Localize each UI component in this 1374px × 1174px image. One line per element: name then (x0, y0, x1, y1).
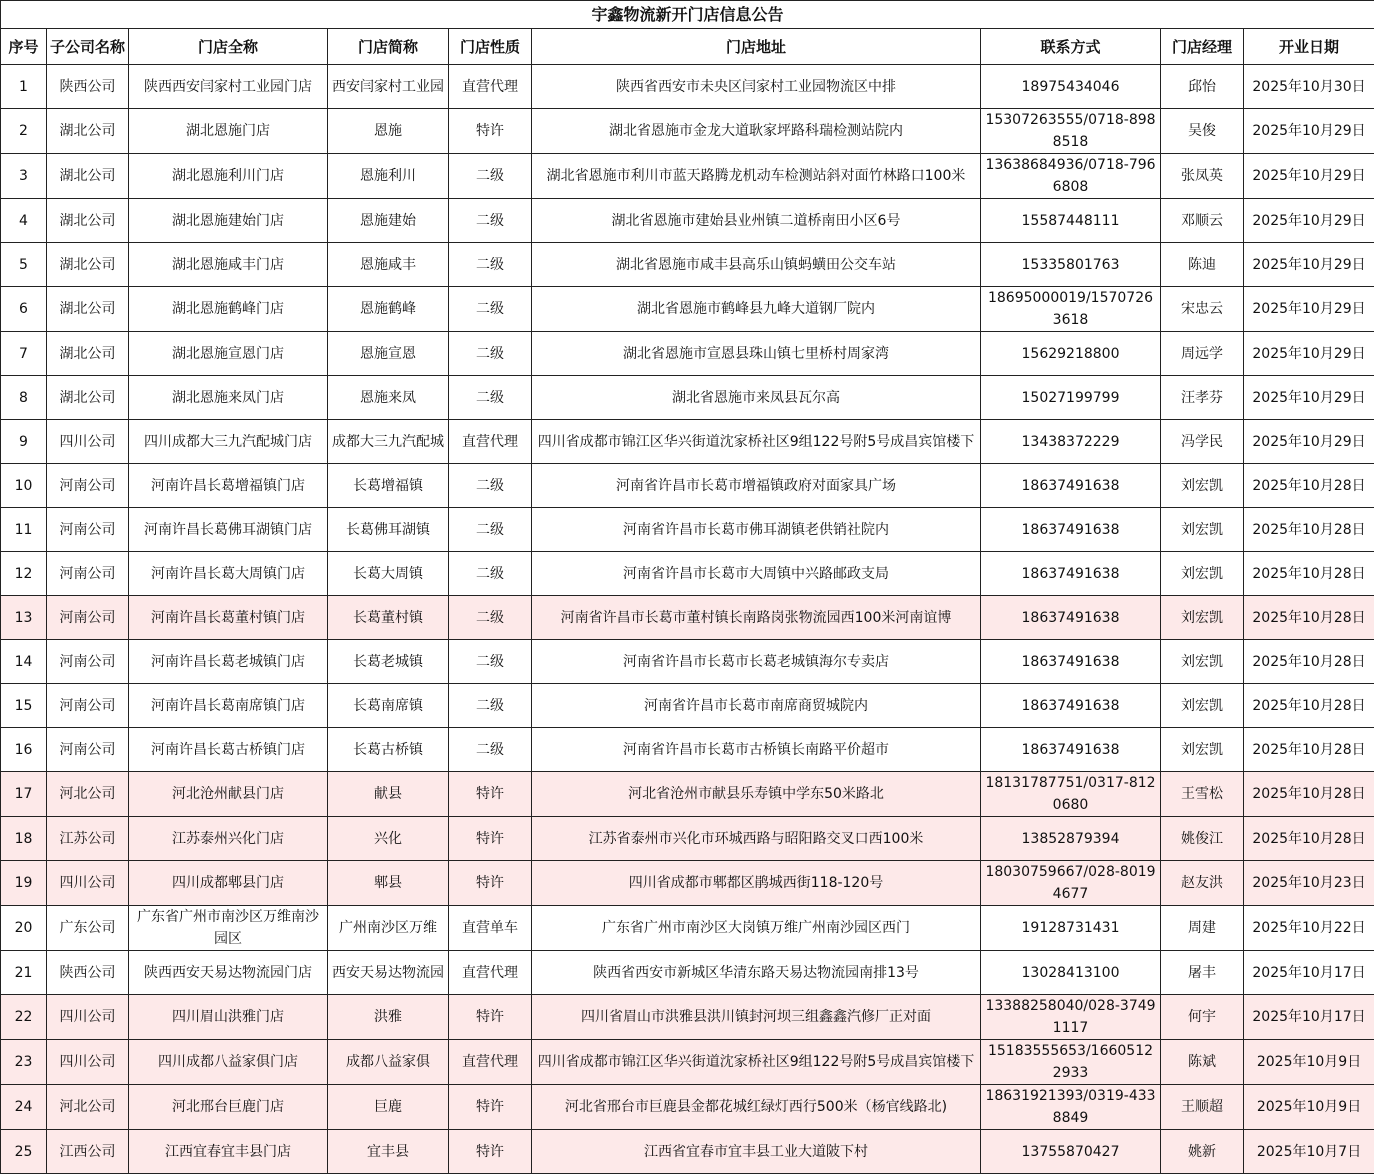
cell-contact: 18637491638 (981, 464, 1161, 508)
cell-manager: 刘宏凯 (1161, 728, 1244, 772)
header-no: 序号 (1, 29, 47, 65)
cell-company: 江西公司 (47, 1130, 129, 1174)
table-row (1, 154, 1374, 199)
table-row (1, 772, 1374, 817)
cell-date: 2025年10月17日 (1244, 951, 1374, 995)
cell-full-name: 湖北恩施咸丰门店 (129, 243, 328, 287)
header-manager: 门店经理 (1161, 29, 1244, 65)
cell-type: 直营代理 (449, 1040, 532, 1085)
cell-date: 2025年10月29日 (1244, 332, 1374, 376)
cell-date: 2025年10月29日 (1244, 287, 1374, 332)
cell-address: 湖北省恩施市鹤峰县九峰大道钢厂院内 (532, 287, 981, 332)
cell-contact: 19128731431 (981, 906, 1161, 951)
cell-address: 湖北省恩施市来凤县瓦尔高 (532, 376, 981, 420)
cell-address: 河南省许昌市长葛市南席商贸城院内 (532, 684, 981, 728)
cell-no: 9 (1, 420, 47, 464)
header-date: 开业日期 (1244, 29, 1374, 65)
cell-contact: 15629218800 (981, 332, 1161, 376)
cell-short-name: 恩施 (328, 109, 449, 154)
cell-full-name: 江苏泰州兴化门店 (129, 817, 328, 861)
cell-type: 二级 (449, 287, 532, 332)
cell-type: 直营代理 (449, 951, 532, 995)
cell-type: 特许 (449, 995, 532, 1040)
cell-full-name: 陕西西安天易达物流园门店 (129, 951, 328, 995)
cell-full-name: 湖北恩施来凤门店 (129, 376, 328, 420)
cell-company: 河南公司 (47, 596, 129, 640)
cell-short-name: 恩施建始 (328, 199, 449, 243)
cell-date: 2025年10月29日 (1244, 243, 1374, 287)
cell-date: 2025年10月28日 (1244, 552, 1374, 596)
cell-address: 四川省成都市锦江区华兴街道沈家桥社区9组122号附5号成昌宾馆楼下 (532, 420, 981, 464)
cell-full-name: 河南许昌长葛老城镇门店 (129, 640, 328, 684)
cell-manager: 赵友洪 (1161, 861, 1244, 906)
cell-contact: 13388258040/028-37491117 (981, 995, 1161, 1040)
table-row (1, 728, 1374, 772)
table-row (1, 109, 1374, 154)
cell-contact: 13852879394 (981, 817, 1161, 861)
cell-address: 河南省许昌市长葛市古桥镇长南路平价超市 (532, 728, 981, 772)
cell-type: 直营单车 (449, 906, 532, 951)
cell-short-name: 西安闫家村工业园 (328, 65, 449, 109)
cell-short-name: 恩施咸丰 (328, 243, 449, 287)
cell-address: 湖北省恩施市利川市蓝天路腾龙机动车检测站斜对面竹林路口100米 (532, 154, 981, 199)
cell-full-name: 湖北恩施建始门店 (129, 199, 328, 243)
cell-manager: 王雪松 (1161, 772, 1244, 817)
cell-company: 湖北公司 (47, 154, 129, 199)
cell-short-name: 长葛古桥镇 (328, 728, 449, 772)
table-row (1, 951, 1374, 995)
cell-short-name: 郫县 (328, 861, 449, 906)
cell-no: 16 (1, 728, 47, 772)
cell-address: 河北省沧州市献县乐寿镇中学东50米路北 (532, 772, 981, 817)
cell-date: 2025年10月23日 (1244, 861, 1374, 906)
cell-type: 二级 (449, 243, 532, 287)
cell-short-name: 恩施利川 (328, 154, 449, 199)
table-row (1, 1130, 1374, 1174)
cell-no: 22 (1, 995, 47, 1040)
cell-manager: 陈迪 (1161, 243, 1244, 287)
cell-type: 特许 (449, 772, 532, 817)
cell-full-name: 河南许昌长葛古桥镇门店 (129, 728, 328, 772)
cell-address: 四川省眉山市洪雅县洪川镇封河坝三组鑫鑫汽修厂正对面 (532, 995, 981, 1040)
table-row (1, 376, 1374, 420)
cell-company: 河北公司 (47, 772, 129, 817)
cell-no: 8 (1, 376, 47, 420)
header-contact: 联系方式 (981, 29, 1161, 65)
cell-type: 特许 (449, 1085, 532, 1130)
cell-contact: 18131787751/0317-8120680 (981, 772, 1161, 817)
cell-short-name: 长葛董村镇 (328, 596, 449, 640)
cell-manager: 姚俊江 (1161, 817, 1244, 861)
cell-short-name: 洪雅 (328, 995, 449, 1040)
cell-address: 湖北省恩施市咸丰县高乐山镇蚂蟥田公交车站 (532, 243, 981, 287)
cell-address: 河南省许昌市长葛市佛耳湖镇老供销社院内 (532, 508, 981, 552)
cell-company: 河南公司 (47, 508, 129, 552)
table-row (1, 906, 1374, 951)
cell-full-name: 广东省广州市南沙区万维南沙园区 (129, 906, 328, 951)
cell-manager: 刘宏凯 (1161, 684, 1244, 728)
table-row (1, 1040, 1374, 1085)
cell-manager: 刘宏凯 (1161, 640, 1244, 684)
cell-type: 特许 (449, 861, 532, 906)
cell-short-name: 长葛南席镇 (328, 684, 449, 728)
cell-full-name: 湖北恩施宣恩门店 (129, 332, 328, 376)
cell-date: 2025年10月28日 (1244, 817, 1374, 861)
cell-no: 11 (1, 508, 47, 552)
cell-manager: 宋忠云 (1161, 287, 1244, 332)
cell-short-name: 长葛增福镇 (328, 464, 449, 508)
cell-type: 二级 (449, 199, 532, 243)
cell-full-name: 湖北恩施门店 (129, 109, 328, 154)
cell-contact: 15587448111 (981, 199, 1161, 243)
table-row (1, 508, 1374, 552)
cell-company: 湖北公司 (47, 332, 129, 376)
table-row (1, 464, 1374, 508)
cell-short-name: 恩施宣恩 (328, 332, 449, 376)
cell-full-name: 河北沧州献县门店 (129, 772, 328, 817)
table-row (1, 817, 1374, 861)
cell-address: 广东省广州市南沙区大岗镇万维广州南沙园区西门 (532, 906, 981, 951)
cell-type: 二级 (449, 640, 532, 684)
cell-address: 河北省邢台市巨鹿县金都花城红绿灯西行500米（杨官线路北) (532, 1085, 981, 1130)
cell-short-name: 献县 (328, 772, 449, 817)
cell-address: 江苏省泰州市兴化市环城西路与昭阳路交叉口西100米 (532, 817, 981, 861)
cell-no: 20 (1, 906, 47, 951)
cell-full-name: 河南许昌长葛董村镇门店 (129, 596, 328, 640)
cell-short-name: 兴化 (328, 817, 449, 861)
cell-manager: 邱怡 (1161, 65, 1244, 109)
cell-full-name: 四川成都八益家俱门店 (129, 1040, 328, 1085)
table-row (1, 65, 1374, 109)
header-short-name: 门店简称 (328, 29, 449, 65)
cell-address: 陕西省西安市新城区华清东路天易达物流园南排13号 (532, 951, 981, 995)
cell-full-name: 湖北恩施鹤峰门店 (129, 287, 328, 332)
cell-contact: 18637491638 (981, 684, 1161, 728)
cell-address: 湖北省恩施市宣恩县珠山镇七里桥村周家湾 (532, 332, 981, 376)
cell-contact: 18695000019/15707263618 (981, 287, 1161, 332)
cell-full-name: 河北邢台巨鹿门店 (129, 1085, 328, 1130)
cell-date: 2025年10月28日 (1244, 640, 1374, 684)
cell-manager: 陈斌 (1161, 1040, 1244, 1085)
cell-date: 2025年10月29日 (1244, 376, 1374, 420)
cell-company: 陕西公司 (47, 65, 129, 109)
cell-date: 2025年10月28日 (1244, 772, 1374, 817)
cell-short-name: 长葛大周镇 (328, 552, 449, 596)
cell-manager: 周建 (1161, 906, 1244, 951)
header-full-name: 门店全称 (129, 29, 328, 65)
cell-short-name: 长葛老城镇 (328, 640, 449, 684)
cell-short-name: 西安天易达物流园 (328, 951, 449, 995)
cell-date: 2025年10月7日 (1244, 1130, 1374, 1174)
cell-type: 特许 (449, 817, 532, 861)
cell-company: 江苏公司 (47, 817, 129, 861)
cell-no: 6 (1, 287, 47, 332)
cell-company: 河南公司 (47, 640, 129, 684)
cell-date: 2025年10月30日 (1244, 65, 1374, 109)
cell-manager: 屠丰 (1161, 951, 1244, 995)
cell-date: 2025年10月9日 (1244, 1085, 1374, 1130)
cell-contact: 13028413100 (981, 951, 1161, 995)
cell-no: 25 (1, 1130, 47, 1174)
cell-company: 湖北公司 (47, 287, 129, 332)
cell-company: 陕西公司 (47, 951, 129, 995)
cell-no: 24 (1, 1085, 47, 1130)
cell-no: 4 (1, 199, 47, 243)
cell-manager: 周远学 (1161, 332, 1244, 376)
cell-type: 二级 (449, 552, 532, 596)
cell-address: 河南省许昌市长葛市增福镇政府对面家具广场 (532, 464, 981, 508)
cell-manager: 刘宏凯 (1161, 508, 1244, 552)
cell-full-name: 湖北恩施利川门店 (129, 154, 328, 199)
cell-date: 2025年10月28日 (1244, 684, 1374, 728)
cell-type: 二级 (449, 508, 532, 552)
cell-address: 河南省许昌市长葛市大周镇中兴路邮政支局 (532, 552, 981, 596)
cell-no: 18 (1, 817, 47, 861)
cell-date: 2025年10月29日 (1244, 420, 1374, 464)
table-row (1, 995, 1374, 1040)
cell-contact: 18637491638 (981, 552, 1161, 596)
cell-no: 1 (1, 65, 47, 109)
cell-date: 2025年10月29日 (1244, 199, 1374, 243)
table-row (1, 684, 1374, 728)
table-body (1, 65, 1374, 1174)
header-address: 门店地址 (532, 29, 981, 65)
cell-no: 13 (1, 596, 47, 640)
cell-company: 湖北公司 (47, 376, 129, 420)
cell-contact: 18631921393/0319-4338849 (981, 1085, 1161, 1130)
cell-short-name: 宜丰县 (328, 1130, 449, 1174)
table-row (1, 1085, 1374, 1130)
cell-full-name: 四川成都大三九汽配城门店 (129, 420, 328, 464)
cell-contact: 13438372229 (981, 420, 1161, 464)
cell-company: 湖北公司 (47, 243, 129, 287)
cell-contact: 13755870427 (981, 1130, 1161, 1174)
cell-manager: 姚新 (1161, 1130, 1244, 1174)
cell-manager: 吴俊 (1161, 109, 1244, 154)
header-row (1, 29, 1374, 65)
table-row (1, 243, 1374, 287)
cell-date: 2025年10月28日 (1244, 508, 1374, 552)
cell-no: 5 (1, 243, 47, 287)
cell-company: 河南公司 (47, 684, 129, 728)
cell-date: 2025年10月28日 (1244, 728, 1374, 772)
cell-company: 四川公司 (47, 861, 129, 906)
cell-contact: 18030759667/028-80194677 (981, 861, 1161, 906)
table-row (1, 640, 1374, 684)
cell-company: 四川公司 (47, 995, 129, 1040)
cell-contact: 15027199799 (981, 376, 1161, 420)
title-row (1, 1, 1374, 29)
cell-manager: 刘宏凯 (1161, 552, 1244, 596)
cell-type: 特许 (449, 109, 532, 154)
cell-short-name: 巨鹿 (328, 1085, 449, 1130)
cell-manager: 王顺超 (1161, 1085, 1244, 1130)
cell-manager: 何宇 (1161, 995, 1244, 1040)
cell-full-name: 河南许昌长葛增福镇门店 (129, 464, 328, 508)
cell-company: 河南公司 (47, 728, 129, 772)
cell-full-name: 河南许昌长葛佛耳湖镇门店 (129, 508, 328, 552)
cell-no: 3 (1, 154, 47, 199)
cell-short-name: 成都八益家俱 (328, 1040, 449, 1085)
header-type: 门店性质 (449, 29, 532, 65)
cell-type: 直营代理 (449, 65, 532, 109)
cell-contact: 18637491638 (981, 640, 1161, 684)
cell-type: 二级 (449, 596, 532, 640)
cell-short-name: 长葛佛耳湖镇 (328, 508, 449, 552)
cell-no: 7 (1, 332, 47, 376)
cell-company: 河南公司 (47, 464, 129, 508)
cell-no: 12 (1, 552, 47, 596)
cell-company: 河南公司 (47, 552, 129, 596)
cell-company: 四川公司 (47, 420, 129, 464)
cell-manager: 汪孝芬 (1161, 376, 1244, 420)
cell-short-name: 成都大三九汽配城 (328, 420, 449, 464)
cell-company: 四川公司 (47, 1040, 129, 1085)
table-row (1, 420, 1374, 464)
cell-manager: 邓顺云 (1161, 199, 1244, 243)
cell-full-name: 江西宜春宜丰县门店 (129, 1130, 328, 1174)
header-company: 子公司名称 (47, 29, 129, 65)
cell-contact: 15183555653/16605122933 (981, 1040, 1161, 1085)
cell-manager: 冯学民 (1161, 420, 1244, 464)
cell-short-name: 恩施鹤峰 (328, 287, 449, 332)
cell-address: 河南省许昌市长葛市董村镇长南路岗张物流园西100米河南谊博 (532, 596, 981, 640)
cell-full-name: 陕西西安闫家村工业园门店 (129, 65, 328, 109)
cell-no: 14 (1, 640, 47, 684)
cell-contact: 18637491638 (981, 728, 1161, 772)
cell-address: 湖北省恩施市金龙大道耿家坪路科瑞检测站院内 (532, 109, 981, 154)
cell-address: 四川省成都市锦江区华兴街道沈家桥社区9组122号附5号成昌宾馆楼下 (532, 1040, 981, 1085)
cell-date: 2025年10月29日 (1244, 154, 1374, 199)
cell-no: 15 (1, 684, 47, 728)
cell-no: 17 (1, 772, 47, 817)
cell-contact: 13638684936/0718-7966808 (981, 154, 1161, 199)
cell-date: 2025年10月22日 (1244, 906, 1374, 951)
cell-manager: 刘宏凯 (1161, 596, 1244, 640)
cell-type: 二级 (449, 332, 532, 376)
cell-full-name: 河南许昌长葛大周镇门店 (129, 552, 328, 596)
cell-no: 10 (1, 464, 47, 508)
cell-contact: 18975434046 (981, 65, 1161, 109)
cell-date: 2025年10月9日 (1244, 1040, 1374, 1085)
cell-company: 湖北公司 (47, 199, 129, 243)
cell-type: 二级 (449, 728, 532, 772)
cell-company: 广东公司 (47, 906, 129, 951)
cell-date: 2025年10月17日 (1244, 995, 1374, 1040)
cell-company: 河北公司 (47, 1085, 129, 1130)
cell-type: 直营代理 (449, 420, 532, 464)
cell-address: 河南省许昌市长葛市长葛老城镇海尔专卖店 (532, 640, 981, 684)
cell-no: 2 (1, 109, 47, 154)
cell-full-name: 四川眉山洪雅门店 (129, 995, 328, 1040)
cell-address: 湖北省恩施市建始县业州镇二道桥南田小区6号 (532, 199, 981, 243)
cell-contact: 18637491638 (981, 508, 1161, 552)
cell-no: 23 (1, 1040, 47, 1085)
cell-type: 二级 (449, 464, 532, 508)
cell-no: 21 (1, 951, 47, 995)
cell-date: 2025年10月29日 (1244, 109, 1374, 154)
cell-contact: 18637491638 (981, 596, 1161, 640)
table-title: 宇鑫物流新开门店信息公告 (1, 1, 1374, 29)
cell-date: 2025年10月28日 (1244, 596, 1374, 640)
cell-address: 江西省宜春市宜丰县工业大道陂下村 (532, 1130, 981, 1174)
cell-type: 特许 (449, 1130, 532, 1174)
table-row (1, 861, 1374, 906)
table-row (1, 552, 1374, 596)
table-row (1, 199, 1374, 243)
cell-type: 二级 (449, 684, 532, 728)
cell-full-name: 河南许昌长葛南席镇门店 (129, 684, 328, 728)
cell-manager: 刘宏凯 (1161, 464, 1244, 508)
cell-type: 二级 (449, 376, 532, 420)
cell-address: 四川省成都市郫都区鹃城西街118-120号 (532, 861, 981, 906)
cell-address: 陕西省西安市未央区闫家村工业园物流区中排 (532, 65, 981, 109)
cell-company: 湖北公司 (47, 109, 129, 154)
table-row (1, 332, 1374, 376)
cell-short-name: 广州南沙区万维 (328, 906, 449, 951)
cell-short-name: 恩施来凤 (328, 376, 449, 420)
cell-contact: 15335801763 (981, 243, 1161, 287)
cell-no: 19 (1, 861, 47, 906)
cell-contact: 15307263555/0718-8988518 (981, 109, 1161, 154)
table-row (1, 596, 1374, 640)
cell-date: 2025年10月28日 (1244, 464, 1374, 508)
cell-manager: 张凤英 (1161, 154, 1244, 199)
table-row (1, 287, 1374, 332)
cell-full-name: 四川成都郫县门店 (129, 861, 328, 906)
cell-type: 二级 (449, 154, 532, 199)
